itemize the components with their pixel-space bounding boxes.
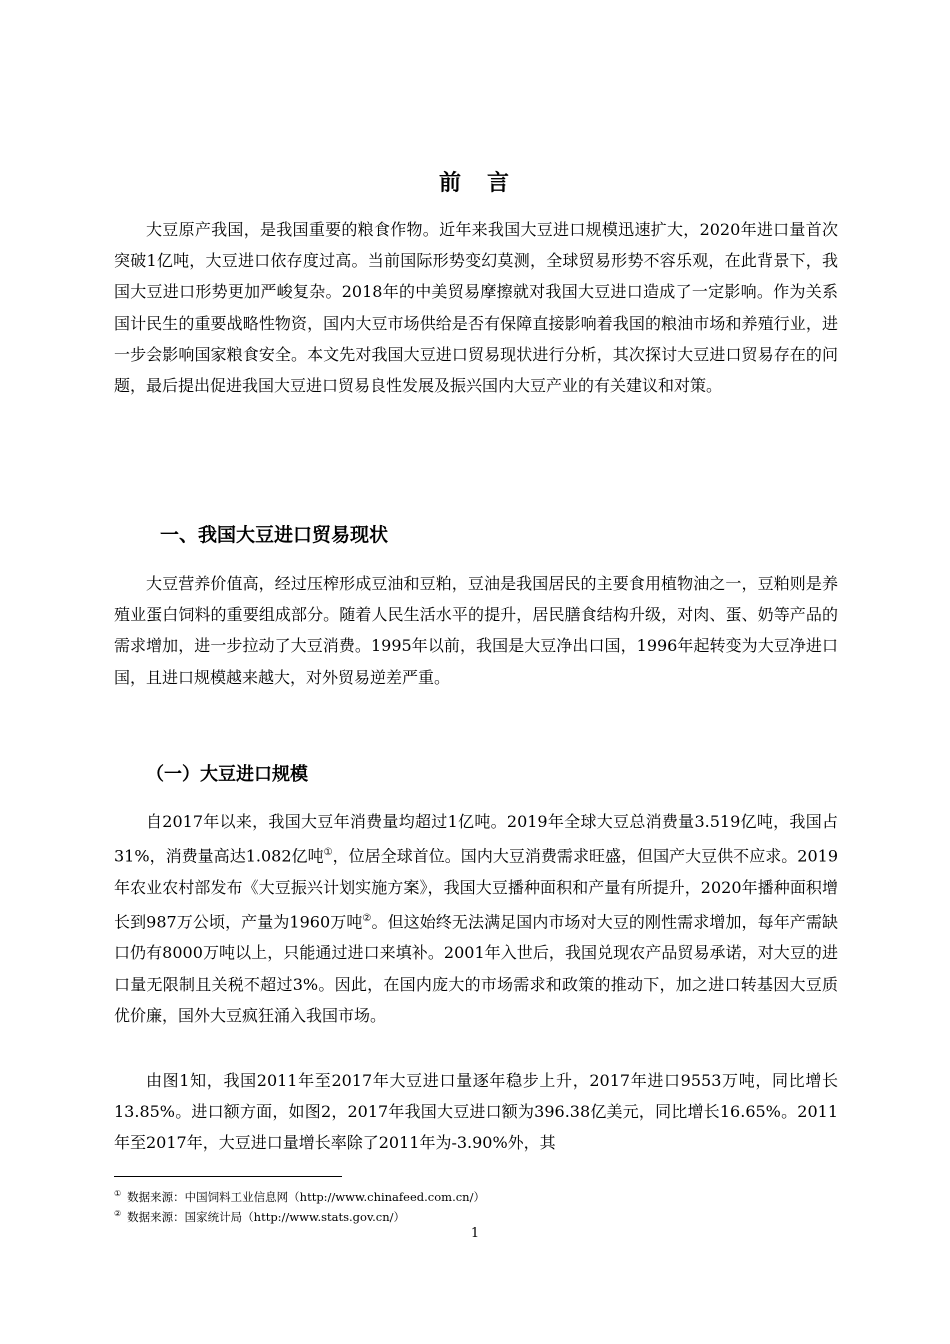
footnote-mark: ① xyxy=(114,1189,122,1198)
subsection-heading: （一）大豆进口规模 xyxy=(146,764,308,785)
preface-title: 前 言 xyxy=(438,171,511,196)
footnote-mark: ② xyxy=(114,1209,122,1218)
text-run: ，位居全球首位。国内大豆消费需求旺盛，但国产大豆供不应求。2019年农业农村部发布《大豆振兴计划实施方案》，我国大豆播种面积和产量有所提升，2020年播种面积增长到987万公顷，产量为1960万吨 xyxy=(114,846,838,932)
footnote-divider xyxy=(114,1176,342,1177)
footnote-text: 数据来源：中国饲料工业信息网（http://www.chinafeed.com.cn/） xyxy=(127,1189,485,1204)
footnote-reference: ② xyxy=(362,912,372,924)
preface-paragraph: 大豆原产我国，是我国重要的粮食作物。近年来我国大豆进口规模迅速扩大，2020年进口量首次突破1亿吨，大豆进口依存度过高。当前国际形势变幻莫测，全球贸易形势不容乐观，在此背景下，我国大豆进口形势更加严峻复杂。2018年的中美贸易摩擦就对我国大豆进口造成了一定影响。作为关系国计民生的重要战略性物资，国内大豆市场供给是否有保障直接影响着我国的粮油市场和养殖行业，进一步会影响国家粮食安全。本文先对我国大豆进口贸易现状进行分析，其次探讨大豆进口贸易存在的问题，最后提出促进我国大豆进口贸易良性发展及振兴国内大豆产业的有关建议和对策。 xyxy=(114,220,838,396)
body-paragraph xyxy=(114,806,838,1031)
body-paragraph: 由图1知，我国2011年至2017年大豆进口量逐年稳步上升，2017年进口9553万吨，同比增长13.85%。进口额方面，如图2，2017年我国大豆进口额为396.38亿美元，同比增长16.65%。2011年至2017年，大豆进口量增长率除了2011年为-3.90%外，其 xyxy=(114,1071,838,1153)
footnote xyxy=(114,1206,405,1225)
section-heading: 一、我国大豆进口贸易现状 xyxy=(160,524,389,546)
text-run: 自2017年以来，我国大豆年消费量均超过1亿吨。2019年全球大豆总消费量3.519亿吨，我国占31%，消费量高达1.082亿吨 xyxy=(114,812,838,866)
footnote xyxy=(114,1186,485,1205)
text-run: 。但这始终无法满足国内市场对大豆的刚性需求增加，每年产需缺口仍有8000万吨以上，只能通过进口来填补。2001年入世后，我国兑现农产品贸易承诺，对大豆的进口量无限制且关税不超过3%。因此，在国内庞大的市场需求和政策的推动下，加之进口转基因大豆质优价廉，国外大豆疯狂涌入我国市场。 xyxy=(114,912,838,1025)
footnote-reference: ① xyxy=(323,847,333,859)
footnote-text: 数据来源：国家统计局（http://www.stats.gov.cn/） xyxy=(127,1209,405,1224)
section-paragraph: 大豆营养价值高，经过压榨形成豆油和豆粕，豆油是我国居民的主要食用植物油之一，豆粕则是养殖业蛋白饲料的重要组成部分。随着人民生活水平的提升，居民膳食结构升级，对肉、蛋、奶等产品的需求增加，进一步拉动了大豆消费。1995年以前，我国是大豆净出口国，1996年起转变为大豆净进口国，且进口规模越来越大，对外贸易逆差严重。 xyxy=(114,574,838,687)
page-number: 1 xyxy=(470,1226,480,1241)
